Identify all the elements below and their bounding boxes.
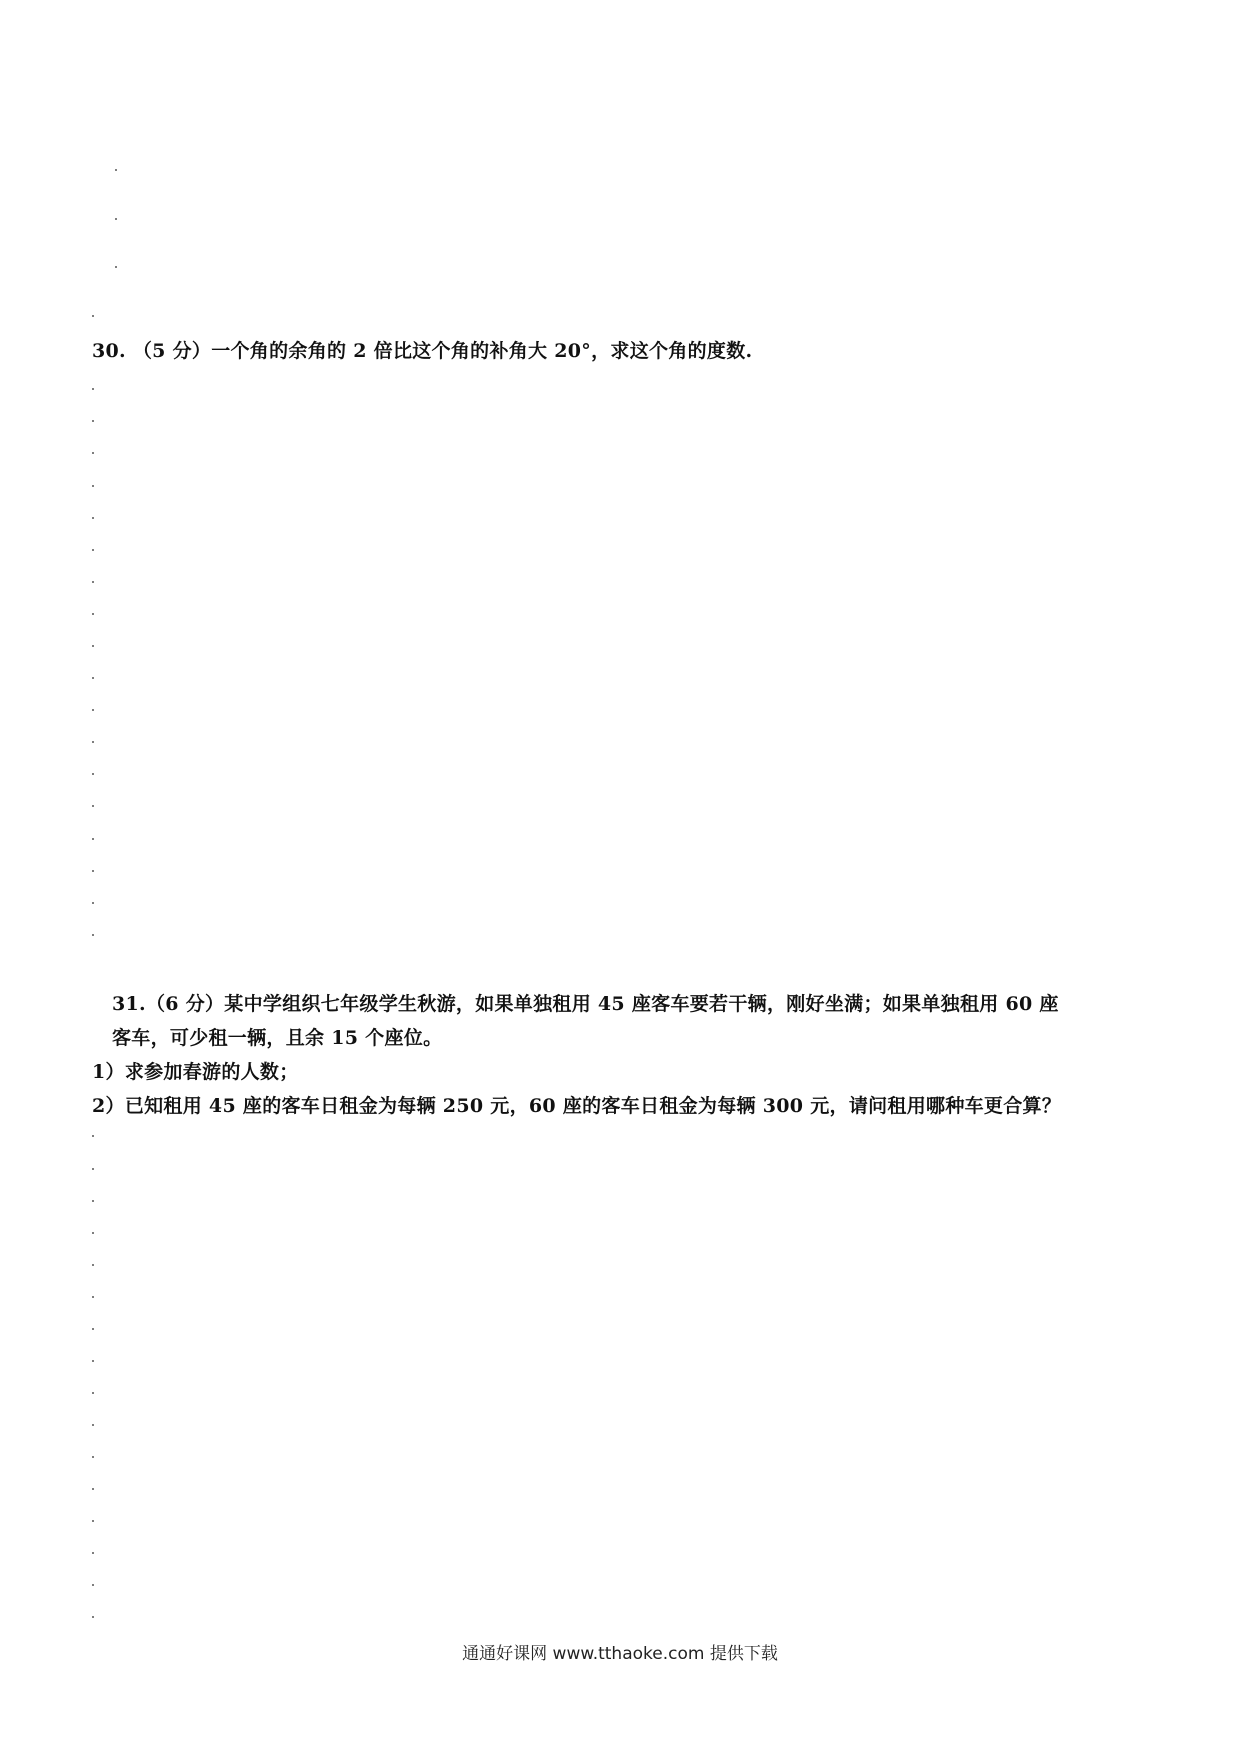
question-31-stem-line1: 31.（6 分）某中学组织七年级学生秋游，如果单独租用 45 座客车要若干辆，刚好坐满；如果单独租用 60 座 [112, 993, 1059, 1015]
footer-source-note: 通通好课网 www.tthaoke.com 提供下载 [462, 1644, 778, 1664]
question-30-text: 30. （5 分）一个角的余角的 2 倍比这个角的补角大 20°，求这个角的度数. [92, 340, 753, 362]
question-31-part1: 1）求参加春游的人数； [92, 1061, 299, 1083]
question-31-stem-line2: 客车，可少租一辆，且余 15 个座位。 [112, 1027, 443, 1049]
question-31-part2: 2）已知租用 45 座的客车日租金为每辆 250 元，60 座的客车日租金为每辆 300 元，请问租用哪种车更合算？ [92, 1095, 1062, 1117]
